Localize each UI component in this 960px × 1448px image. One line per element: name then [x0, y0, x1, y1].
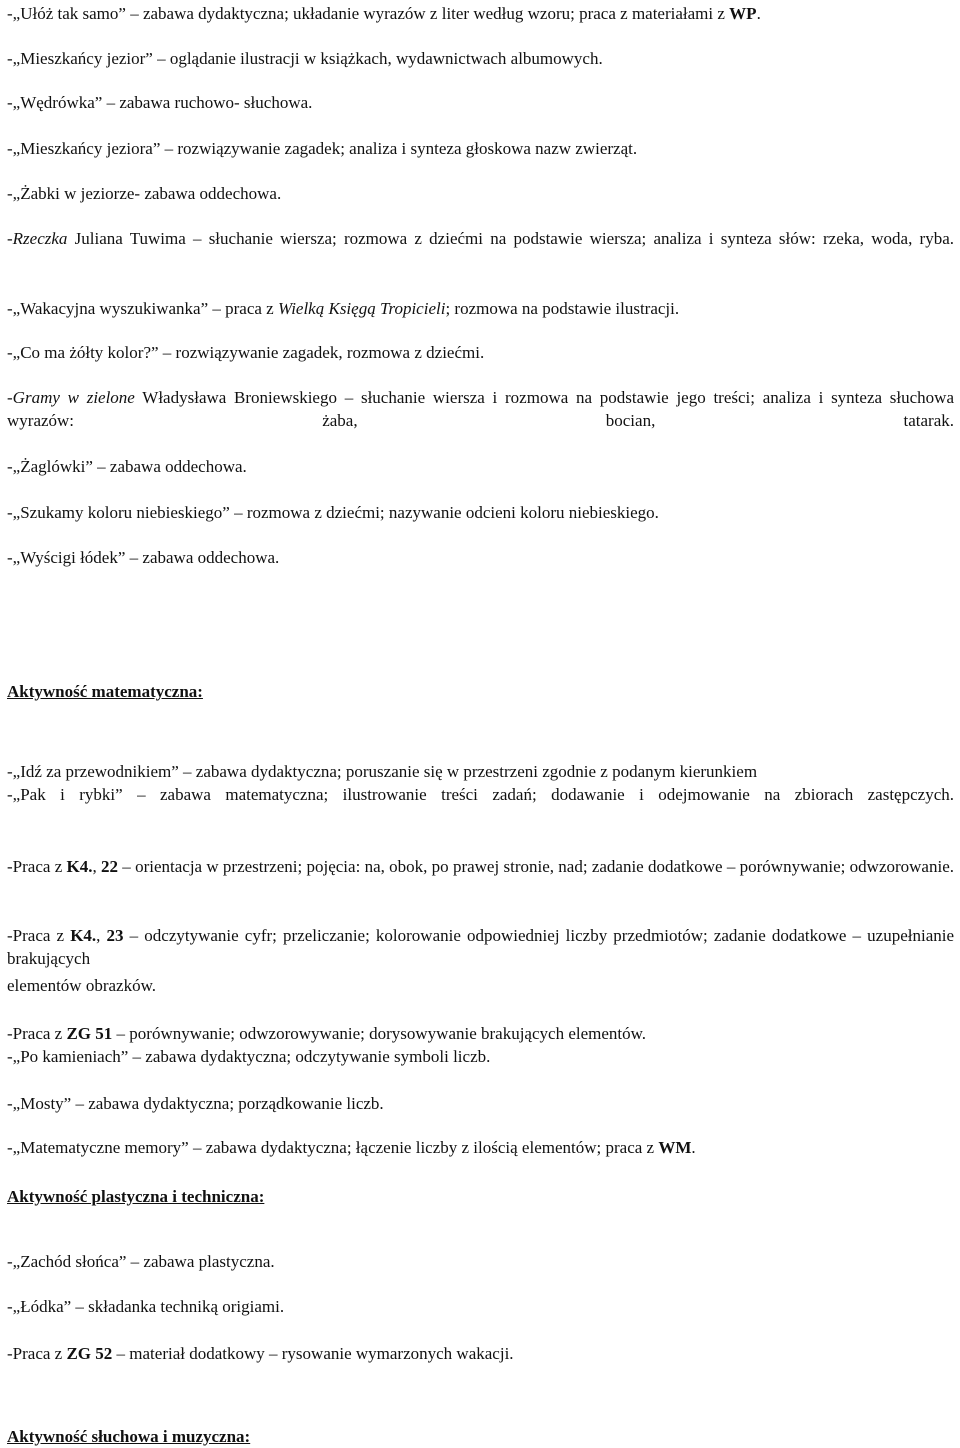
activity-line: -„Mosty” – zabawa dydaktyczna; porządkowanie liczb. — [7, 1094, 384, 1113]
activity-line: -„Matematyczne memory” – zabawa dydaktyczna; łączenie liczby z ilością elementów; praca z WM. — [7, 1138, 696, 1157]
activity-line: elementów obrazków. — [7, 976, 157, 995]
activity-line: -„Szukamy koloru niebieskiego” – rozmowa z dziećmi; nazywanie odcieni koloru niebieskiego. — [7, 503, 659, 522]
activity-line: -„Co ma żółty kolor?” – rozwiązywanie zagadek, rozmowa z dziećmi. — [7, 343, 485, 362]
activity-line: -„Po kamieniach” – zabawa dydaktyczna; odczytywanie symboli liczb. — [7, 1047, 491, 1066]
activity-line: -„Wędrówka” – zabawa ruchowo- słuchowa. — [7, 93, 313, 112]
activity-line: -Rzeczka Juliana Tuwima – słuchanie wiersza; rozmowa z dziećmi na podstawie wiersza; analiza i synteza słów: rzeka, woda, ryba. — [7, 229, 954, 248]
activity-line: -„Wyścigi łódek” – zabawa oddechowa. — [7, 548, 280, 567]
activity-line: -„Wakacyjna wyszukiwanka” – praca z Wielką Księgą Tropicieli; rozmowa na podstawie ilustracji. — [7, 299, 680, 318]
activity-line: -Praca z K4., 23 – odczytywanie cyfr; przeliczanie; kolorowanie odpowiedniej liczby przedmiotów; zadanie dodatkowe – uzupełnianie brakujących — [7, 926, 955, 968]
section-heading-math: Aktywność matematyczna: — [7, 682, 203, 701]
activity-line: -„Łódka” – składanka techniką origiami. — [7, 1297, 285, 1316]
activity-line: -„Ułóż tak samo” – zabawa dydaktyczna; układanie wyrazów z liter według wzoru; praca z materiałami z WP. — [7, 4, 761, 23]
activity-line: -Praca z ZG 51 – porównywanie; odwzorowywanie; dorysowywanie brakujących elementów. — [7, 1024, 647, 1043]
activity-line: -Gramy w zielone Władysława Broniewskiego – słuchanie wiersza i rozmowa na podstawie jego treści; analiza i synteza słuchowa wyrazów: żaba, bocian, tatarak. — [7, 388, 954, 430]
section-heading-art: Aktywność plastyczna i techniczna: — [7, 1187, 265, 1206]
activity-line: -Praca z K4., 22 – orientacja w przestrzeni; pojęcia: na, obok, po prawej stronie, nad; zadanie dodatkowe – porównywanie; odwzorowanie. — [7, 857, 954, 876]
activity-line: -„Idź za przewodnikiem” – zabawa dydaktyczna; poruszanie się w przestrzeni zgodnie z podanym kierunkiem — [7, 762, 758, 781]
activity-line: -Praca z ZG 52 – materiał dodatkowy – rysowanie wymarzonych wakacji. — [7, 1344, 514, 1363]
activity-line: -„Zachód słońca” – zabawa plastyczna. — [7, 1252, 275, 1271]
section-heading-music: Aktywność słuchowa i muzyczna: — [7, 1427, 251, 1446]
activity-line: -„Żaglówki” – zabawa oddechowa. — [7, 457, 247, 476]
activity-line: -„Pak i rybki” – zabawa matematyczna; ilustrowanie treści zadań; dodawanie i odejmowanie na zbiorach zastępczych. — [7, 785, 954, 804]
activity-line: -„Mieszkańcy jezior” – oglądanie ilustracji w książkach, wydawnictwach albumowych. — [7, 49, 603, 68]
activity-line: -„Żabki w jeziorze- zabawa oddechowa. — [7, 184, 282, 203]
activity-line: -„Mieszkańcy jeziora” – rozwiązywanie zagadek; analiza i synteza głoskowa nazw zwierząt. — [7, 139, 638, 158]
